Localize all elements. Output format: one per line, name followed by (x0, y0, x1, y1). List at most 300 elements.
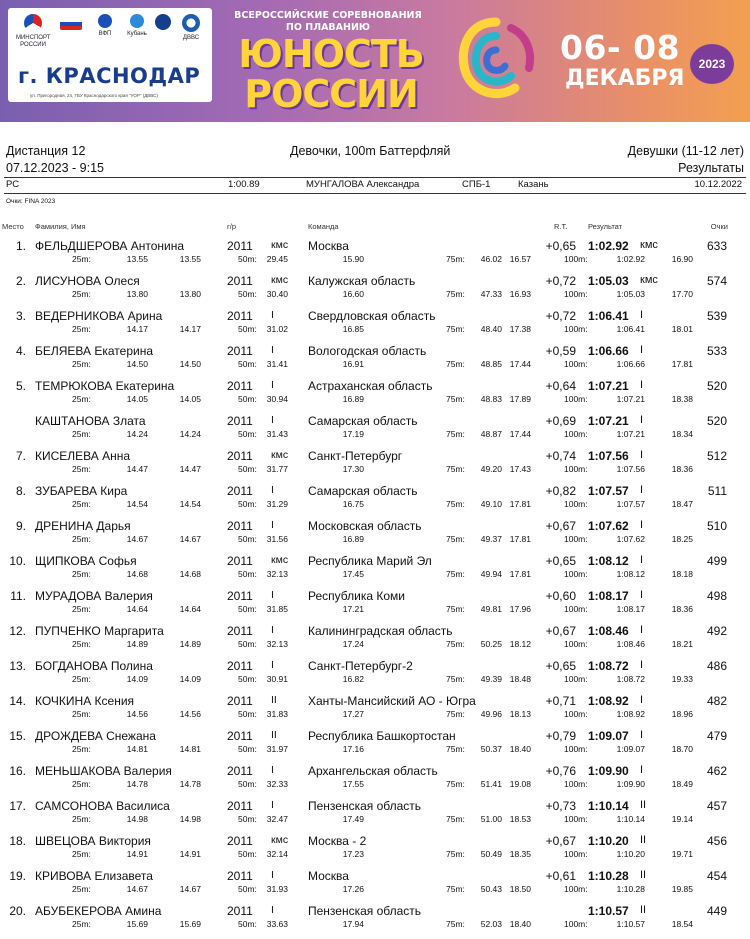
athlete-name: САМСОНОВА Василиса (35, 799, 170, 813)
split-100m: 1:09.90 (616, 779, 645, 789)
team-name: Республика Марий Эл (308, 554, 432, 568)
team-name: Санкт-Петербург (308, 449, 403, 463)
lap-75m: 16.93 (509, 289, 531, 299)
split-25m: 14.05 (126, 394, 148, 404)
lap-75m: 17.89 (509, 394, 531, 404)
split-label: 50m: (238, 429, 257, 439)
lap-100m: 18.36 (671, 604, 693, 614)
split-25m: 14.67 (126, 884, 148, 894)
team-name: Москва (308, 869, 349, 883)
split-75m: 52.03 (480, 919, 502, 929)
fina-points: 574 (706, 274, 727, 288)
reaction-time: +0,61 (545, 869, 576, 883)
split-label: 75m: (446, 814, 465, 824)
table-row (0, 691, 750, 726)
split-label: 75m: (446, 674, 465, 684)
split-label: 50m: (238, 534, 257, 544)
athlete-name: ФЕЛЬДШЕРОВА Антонина (35, 239, 185, 253)
split-label: 100m: (564, 324, 588, 334)
birth-year: 2011 (227, 379, 253, 393)
split-50m: 30.91 (266, 674, 288, 684)
athlete-name: ТЕМРЮКОВА Екатерина (35, 379, 175, 393)
split-label: 75m: (446, 289, 465, 299)
birth-year: 2011 (227, 729, 253, 743)
fina-points: 520 (706, 414, 727, 428)
split-label: 50m: (238, 709, 257, 719)
split-25m: 14.98 (126, 814, 148, 824)
team-name: Самарская область (308, 414, 418, 428)
split-100m: 1:10.28 (616, 884, 645, 894)
split-label: 100m: (564, 884, 588, 894)
split-label: 75m: (446, 884, 465, 894)
lap-75m: 17.43 (509, 464, 531, 474)
split-label: 50m: (238, 394, 257, 404)
split-75m: 50.25 (480, 639, 502, 649)
split-label: 75m: (446, 464, 465, 474)
qualification-norm: кмс (640, 239, 658, 251)
athlete-name: ЩИПКОВА Софья (35, 554, 137, 568)
vfp-logo: ВФП (90, 14, 120, 54)
lap-50m: 17.16 (342, 744, 364, 754)
split-75m: 47.33 (480, 289, 502, 299)
split-100m: 1:07.57 (616, 499, 645, 509)
split-label: 50m: (238, 254, 257, 264)
split-label: 100m: (564, 919, 588, 929)
athlete-rank: кмс (271, 834, 289, 846)
birth-year: 2011 (227, 519, 253, 533)
lap-25m: 14.81 (179, 744, 201, 754)
split-label: 50m: (238, 499, 257, 509)
age-group: Девушки (11-12 лет) (627, 144, 744, 158)
split-label: 75m: (446, 569, 465, 579)
split-label: 25m: (72, 289, 91, 299)
table-row (0, 901, 750, 936)
lap-50m: 17.45 (342, 569, 364, 579)
lap-100m: 19.33 (671, 674, 693, 684)
split-75m: 50.37 (480, 744, 502, 754)
split-50m: 31.85 (266, 604, 288, 614)
split-100m: 1:07.56 (616, 464, 645, 474)
event-month: ДЕКАБРЯ (565, 66, 685, 91)
split-label: 100m: (564, 814, 588, 824)
table-row (0, 551, 750, 586)
split-25m: 14.09 (126, 674, 148, 684)
birth-year: 2011 (227, 449, 253, 463)
split-50m: 31.83 (266, 709, 288, 719)
split-label: 50m: (238, 884, 257, 894)
qualification-norm: I (640, 659, 644, 671)
fina-points: 499 (706, 554, 727, 568)
birth-year: 2011 (227, 414, 253, 428)
fina-points: 498 (706, 589, 727, 603)
swim-logo (148, 14, 178, 54)
split-25m: 14.78 (126, 779, 148, 789)
lap-25m: 13.55 (179, 254, 201, 264)
split-25m: 14.89 (126, 639, 148, 649)
result-time: 1:06.66 (588, 344, 629, 358)
athlete-rank: II (271, 694, 277, 706)
result-place: 4. (15, 344, 26, 358)
split-100m: 1:08.17 (616, 604, 645, 614)
split-100m: 1:07.62 (616, 534, 645, 544)
reaction-time: +0,74 (545, 449, 576, 463)
fina-points: 492 (706, 624, 727, 638)
athlete-name: ЛИСУНОВА Олеся (35, 274, 140, 288)
athlete-rank: II (271, 729, 277, 741)
reaction-time: +0,67 (545, 624, 576, 638)
athlete-name: КИСЕЛЕВА Анна (35, 449, 131, 463)
split-label: 25m: (72, 499, 91, 509)
table-row (0, 516, 750, 551)
table-row (0, 796, 750, 831)
lap-75m: 17.81 (509, 534, 531, 544)
event-datetime: 07.12.2023 - 9:15 (6, 161, 104, 175)
lap-50m: 17.21 (342, 604, 364, 614)
lap-100m: 18.54 (671, 919, 693, 929)
split-75m: 49.10 (480, 499, 502, 509)
lap-75m: 18.13 (509, 709, 531, 719)
lap-25m: 13.80 (179, 289, 201, 299)
team-name: Архангельская область (308, 764, 438, 778)
lap-50m: 16.89 (342, 534, 364, 544)
athlete-name: КОЧКИНА Ксения (35, 694, 135, 708)
reaction-time: +0,82 (545, 484, 576, 498)
athlete-name: ЗУБАРЕВА Кира (35, 484, 128, 498)
split-label: 50m: (238, 359, 257, 369)
result-place: 8. (15, 484, 26, 498)
athlete-name: КАШТАНОВА Злата (35, 414, 146, 428)
reaction-time: +0,73 (545, 799, 576, 813)
split-75m: 48.83 (480, 394, 502, 404)
lap-50m: 17.24 (342, 639, 364, 649)
team-name: Вологодская область (308, 344, 427, 358)
table-row (0, 376, 750, 411)
split-label: 50m: (238, 849, 257, 859)
team-name: Пензенская область (308, 904, 422, 918)
split-label: 100m: (564, 394, 588, 404)
split-25m: 14.24 (126, 429, 148, 439)
col-team: Команда (308, 222, 339, 231)
athlete-rank: кмс (271, 554, 289, 566)
reaction-time: +0,65 (545, 554, 576, 568)
qualification-norm: I (640, 519, 644, 531)
split-75m: 48.40 (480, 324, 502, 334)
lap-75m: 18.53 (509, 814, 531, 824)
fina-points: 486 (706, 659, 727, 673)
split-75m: 48.87 (480, 429, 502, 439)
result-place: 9. (15, 519, 26, 533)
qualification-norm: I (640, 624, 644, 636)
lap-100m: 18.21 (671, 639, 693, 649)
split-label: 100m: (564, 674, 588, 684)
split-100m: 1:08.12 (616, 569, 645, 579)
athlete-rank: I (271, 589, 274, 601)
athlete-rank: I (271, 764, 274, 776)
lap-50m: 17.49 (342, 814, 364, 824)
athlete-name: БЕЛЯЕВА Екатерина (35, 344, 154, 358)
result-time: 1:09.07 (588, 729, 629, 743)
lap-75m: 17.38 (509, 324, 531, 334)
reaction-time: +0,59 (545, 344, 576, 358)
athlete-rank: I (271, 869, 274, 881)
team-name: Свердловская область (308, 309, 436, 323)
minsport-logo: МИНСПОРТ РОССИИ (16, 14, 50, 54)
lap-75m: 18.35 (509, 849, 531, 859)
dvvs-logo: ДВВС (176, 14, 206, 54)
split-50m: 30.94 (266, 394, 288, 404)
split-100m: 1:08.72 (616, 674, 645, 684)
split-75m: 50.43 (480, 884, 502, 894)
split-75m: 51.00 (480, 814, 502, 824)
split-25m: 14.47 (126, 464, 148, 474)
split-100m: 1:10.20 (616, 849, 645, 859)
split-25m: 14.68 (126, 569, 148, 579)
lap-75m: 17.44 (509, 359, 531, 369)
result-place: 1. (15, 239, 26, 253)
split-label: 100m: (564, 464, 588, 474)
col-rt: R.T. (554, 222, 568, 231)
col-points: Очки (710, 222, 728, 231)
result-place: 17. (9, 799, 26, 813)
split-100m: 1:08.46 (616, 639, 645, 649)
split-25m: 14.54 (126, 499, 148, 509)
result-time: 1:10.20 (588, 834, 629, 848)
birth-year: 2011 (227, 869, 253, 883)
event-title: Девочки, 100m Баттерфляй (290, 144, 451, 158)
split-25m: 14.81 (126, 744, 148, 754)
fina-points: 510 (706, 519, 727, 533)
record-date: 10.12.2022 (694, 179, 742, 190)
birth-year: 2011 (227, 904, 253, 918)
split-75m: 49.94 (480, 569, 502, 579)
athlete-rank: I (271, 484, 274, 496)
qualification-norm: I (640, 554, 644, 566)
qualification-norm: I (640, 589, 644, 601)
split-75m: 46.02 (480, 254, 502, 264)
lap-25m: 14.68 (179, 569, 201, 579)
qualification-norm: II (640, 904, 647, 916)
fina-points: 456 (706, 834, 727, 848)
table-row (0, 481, 750, 516)
lap-100m: 18.01 (671, 324, 693, 334)
result-place: 13. (9, 659, 26, 673)
result-time: 1:08.72 (588, 659, 629, 673)
lap-75m: 18.48 (509, 674, 531, 684)
lap-50m: 17.94 (342, 919, 364, 929)
lap-75m: 18.12 (509, 639, 531, 649)
split-label: 25m: (72, 569, 91, 579)
split-label: 25m: (72, 359, 91, 369)
qualification-norm: II (640, 834, 647, 846)
qualification-norm: I (640, 449, 644, 461)
split-50m: 31.29 (266, 499, 288, 509)
team-name: Москва - 2 (308, 834, 367, 848)
event-banner (0, 0, 750, 122)
athlete-rank: I (271, 624, 274, 636)
split-label: 75m: (446, 604, 465, 614)
table-row (0, 656, 750, 691)
split-label: 100m: (564, 779, 588, 789)
split-50m: 31.41 (266, 359, 288, 369)
lap-50m: 17.19 (342, 429, 364, 439)
lap-100m: 18.49 (671, 779, 693, 789)
split-label: 50m: (238, 779, 257, 789)
split-label: 50m: (238, 639, 257, 649)
split-25m: 13.80 (126, 289, 148, 299)
lap-25m: 14.47 (179, 464, 201, 474)
qualification-norm: I (640, 414, 644, 426)
split-25m: 13.55 (126, 254, 148, 264)
split-25m: 15.69 (126, 919, 148, 929)
result-place: 18. (9, 834, 26, 848)
lap-50m: 16.60 (342, 289, 364, 299)
document-type: Результаты (678, 161, 744, 175)
split-25m: 14.91 (126, 849, 148, 859)
split-label: 75m: (446, 324, 465, 334)
flag-logo (56, 14, 86, 54)
split-label: 50m: (238, 604, 257, 614)
lap-75m: 19.08 (509, 779, 531, 789)
lap-100m: 19.85 (671, 884, 693, 894)
lap-50m: 17.23 (342, 849, 364, 859)
split-50m: 31.97 (266, 744, 288, 754)
split-label: 100m: (564, 289, 588, 299)
team-name: Калужская область (308, 274, 416, 288)
lap-100m: 18.38 (671, 394, 693, 404)
split-label: 25m: (72, 534, 91, 544)
table-row (0, 306, 750, 341)
split-100m: 1:06.66 (616, 359, 645, 369)
lap-50m: 17.26 (342, 884, 364, 894)
split-50m: 32.14 (266, 849, 288, 859)
split-75m: 50.49 (480, 849, 502, 859)
lap-75m: 17.44 (509, 429, 531, 439)
lap-100m: 18.70 (671, 744, 693, 754)
qualification-norm: I (640, 694, 644, 706)
athlete-rank: I (271, 309, 274, 321)
reaction-time: +0,69 (545, 414, 576, 428)
qualification-norm: I (640, 729, 644, 741)
split-100m: 1:10.57 (616, 919, 645, 929)
team-name: Калининградская область (308, 624, 453, 638)
lap-75m: 17.81 (509, 499, 531, 509)
result-time: 1:10.28 (588, 869, 629, 883)
athlete-rank: I (271, 659, 274, 671)
result-time: 1:07.56 (588, 449, 629, 463)
fina-points: 457 (706, 799, 727, 813)
split-75m: 49.37 (480, 534, 502, 544)
result-place: 20. (9, 904, 26, 918)
split-100m: 1:05.03 (616, 289, 645, 299)
table-row (0, 726, 750, 761)
athlete-rank: I (271, 519, 274, 531)
split-label: 75m: (446, 849, 465, 859)
athlete-name: БОГДАНОВА Полина (35, 659, 153, 673)
birth-year: 2011 (227, 554, 253, 568)
split-label: 50m: (238, 289, 257, 299)
split-100m: 1:08.92 (616, 709, 645, 719)
fina-points: 533 (706, 344, 727, 358)
lap-25m: 14.98 (179, 814, 201, 824)
team-name: Москва (308, 239, 349, 253)
athlete-rank: I (271, 904, 274, 916)
athlete-name: МЕНЬШАКОВА Валерия (35, 764, 172, 778)
table-row (0, 446, 750, 481)
competition-subtitle: ВСЕРОССИЙСКИЕ СОРЕВНОВАНИЯ ПО ПЛАВАНИЮ (234, 10, 422, 33)
lap-25m: 14.67 (179, 884, 201, 894)
lap-25m: 14.64 (179, 604, 201, 614)
split-75m: 49.81 (480, 604, 502, 614)
split-25m: 14.50 (126, 359, 148, 369)
split-25m: 14.56 (126, 709, 148, 719)
record-divider (4, 193, 746, 194)
lap-25m: 14.24 (179, 429, 201, 439)
split-label: 50m: (238, 464, 257, 474)
athlete-name: ДРЕНИНА Дарья (35, 519, 131, 533)
result-time: 1:09.90 (588, 764, 629, 778)
split-label: 75m: (446, 394, 465, 404)
split-50m: 31.02 (266, 324, 288, 334)
lap-50m: 17.55 (342, 779, 364, 789)
split-label: 100m: (564, 639, 588, 649)
lap-50m: 16.91 (342, 359, 364, 369)
split-100m: 1:07.21 (616, 394, 645, 404)
col-yob: г/р (227, 222, 236, 231)
fina-points: 520 (706, 379, 727, 393)
result-place: 14. (9, 694, 26, 708)
lap-25m: 14.09 (179, 674, 201, 684)
split-25m: 14.17 (126, 324, 148, 334)
athlete-rank: I (271, 379, 274, 391)
split-75m: 49.20 (480, 464, 502, 474)
record-place: Казань (518, 179, 549, 190)
results-table (0, 236, 750, 936)
lap-50m: 15.90 (342, 254, 364, 264)
fina-points: 479 (706, 729, 727, 743)
lap-25m: 14.89 (179, 639, 201, 649)
lap-100m: 18.34 (671, 429, 693, 439)
lap-25m: 14.78 (179, 779, 201, 789)
fina-points: 539 (706, 309, 727, 323)
table-row (0, 831, 750, 866)
split-50m: 32.33 (266, 779, 288, 789)
result-time: 1:08.12 (588, 554, 629, 568)
split-50m: 29.45 (266, 254, 288, 264)
split-label: 25m: (72, 709, 91, 719)
split-75m: 49.96 (480, 709, 502, 719)
table-row (0, 866, 750, 901)
split-label: 75m: (446, 534, 465, 544)
lap-50m: 16.89 (342, 394, 364, 404)
split-50m: 31.77 (266, 464, 288, 474)
split-label: 75m: (446, 499, 465, 509)
athlete-rank: I (271, 344, 274, 356)
team-name: Ханты-Мансийский АО - Югра (308, 694, 476, 708)
result-place: 2. (15, 274, 26, 288)
reaction-time: +0,65 (545, 239, 576, 253)
birth-year: 2011 (227, 624, 253, 638)
athlete-rank: I (271, 799, 274, 811)
fina-points: 454 (706, 869, 727, 883)
birth-year: 2011 (227, 344, 253, 358)
split-label: 100m: (564, 429, 588, 439)
lap-100m: 16.90 (671, 254, 693, 264)
venue-address: ул. Пригородная, 24, ГБУ Краснодарского края "УОР" (ДВВС) (30, 93, 158, 98)
split-label: 50m: (238, 324, 257, 334)
split-label: 25m: (72, 429, 91, 439)
split-label: 100m: (564, 569, 588, 579)
lap-75m: 17.96 (509, 604, 531, 614)
